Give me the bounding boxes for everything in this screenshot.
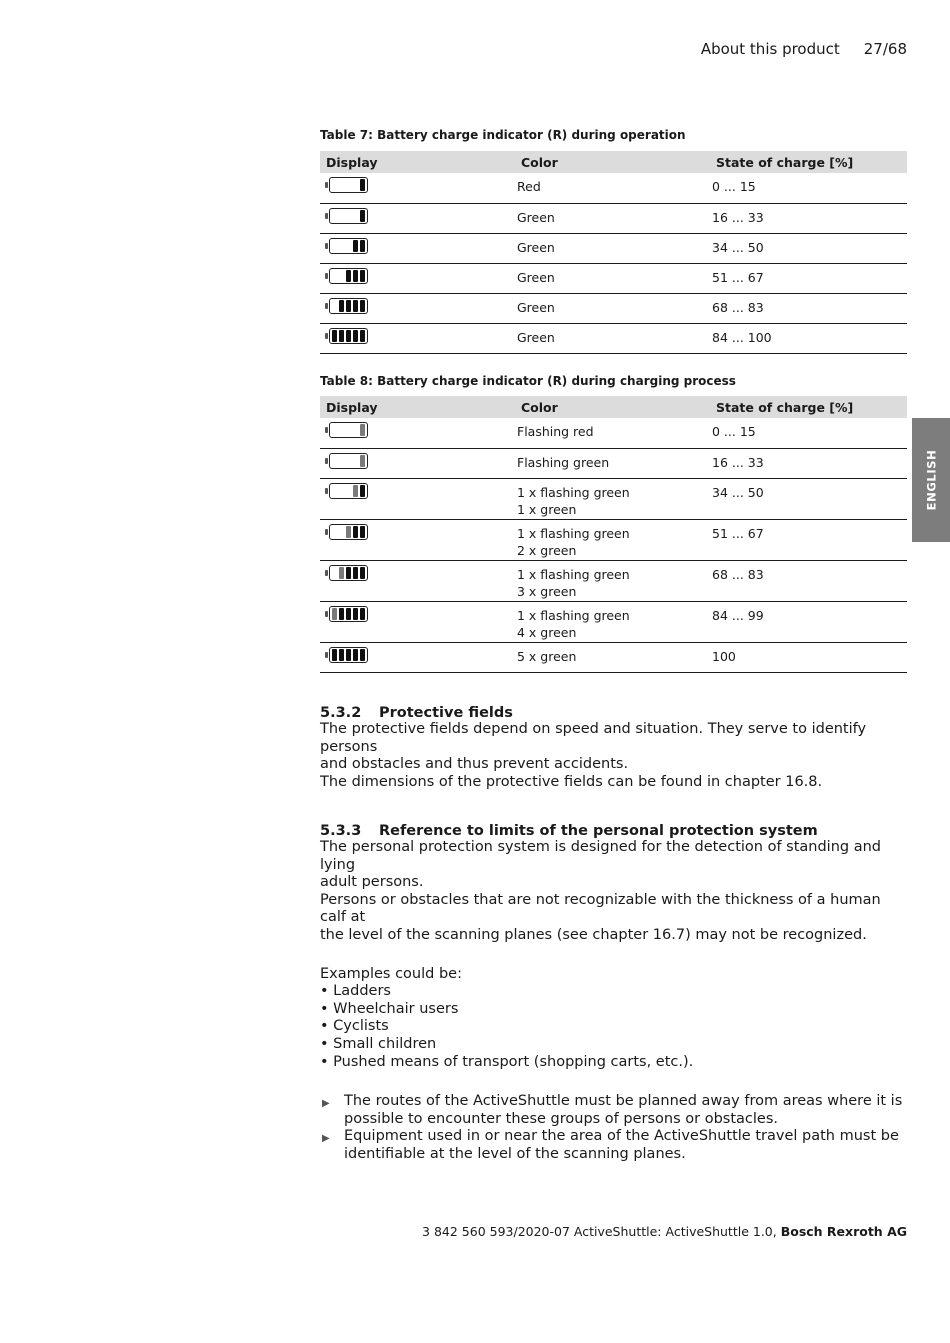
color-text: 2 x green	[517, 543, 577, 558]
language-tab	[912, 418, 950, 542]
section-heading	[320, 705, 907, 721]
battery-terminal	[325, 427, 328, 433]
language-tab-label: ENGLISH	[924, 449, 939, 511]
color-text: 4 x green	[517, 625, 577, 640]
table-row	[320, 560, 907, 601]
battery-icon	[325, 238, 516, 254]
battery-icon	[325, 268, 516, 284]
battery-icon	[325, 453, 516, 469]
battery-segment	[360, 210, 365, 222]
display-cell	[320, 448, 516, 478]
color-text: 1 x flashing green	[517, 566, 630, 582]
charge-cell: 16 ... 33	[711, 203, 907, 233]
section-number: 5.3.2	[320, 705, 362, 721]
paragraph-line: The personal protection system is designed for the detection of standing and lying	[320, 839, 881, 873]
color-text: 1 x green	[517, 502, 577, 517]
battery-segment	[353, 485, 358, 497]
battery-icon	[325, 524, 516, 540]
color-cell	[516, 448, 711, 478]
battery-icon	[325, 565, 516, 581]
paragraph-line: The protective fields depend on speed and situation. They serve to identify persons	[320, 721, 867, 755]
section-paragraph	[320, 721, 907, 791]
color-text: Green	[517, 269, 555, 285]
display-cell	[320, 418, 516, 448]
battery-body	[329, 328, 368, 344]
battery-body	[329, 453, 368, 469]
paragraph-line: adult persons.	[320, 874, 424, 891]
battery-segment	[346, 330, 351, 342]
list-item: • Pushed means of transport (shopping carts, etc.).	[320, 1053, 694, 1070]
list-item: • Small children	[320, 1035, 437, 1052]
battery-segment	[360, 179, 365, 191]
charge-cell: 51 ... 67	[711, 263, 907, 293]
table7	[320, 151, 907, 354]
table8-header-display: Display	[326, 399, 378, 415]
instruction-item	[320, 1093, 907, 1128]
charge-cell: 34 ... 50	[711, 233, 907, 263]
display-cell	[320, 519, 516, 560]
table-row	[320, 448, 907, 478]
battery-segment	[360, 455, 365, 467]
battery-terminal	[325, 213, 328, 219]
paragraph-line: The dimensions of the protective fields can be found in chapter 16.8.	[320, 773, 823, 790]
battery-body	[329, 208, 368, 224]
color-cell	[516, 642, 711, 672]
battery-icon	[325, 328, 516, 344]
battery-segment	[339, 330, 344, 342]
table8-header-color: Color	[521, 399, 558, 415]
display-cell	[320, 173, 516, 203]
table-row	[320, 642, 907, 672]
battery-body	[329, 298, 368, 314]
instruction-line: identifiable at the level of the scanning planes.	[344, 1145, 686, 1162]
color-text: Green	[517, 209, 555, 225]
display-cell	[320, 601, 516, 642]
battery-segment	[353, 270, 358, 282]
battery-segment	[339, 649, 344, 661]
section-number: 5.3.3	[320, 823, 362, 839]
color-text: Flashing green	[517, 454, 610, 470]
charge-cell: 34 ... 50	[711, 478, 907, 519]
section-heading	[320, 823, 907, 839]
color-cell	[516, 293, 711, 323]
table8-caption: Table 8: Battery charge indicator (R) during charging process	[320, 374, 736, 388]
color-text: Flashing red	[517, 424, 594, 439]
battery-icon	[325, 208, 516, 224]
charge-cell: 16 ... 33	[711, 448, 907, 478]
battery-segment	[360, 424, 365, 436]
battery-body	[329, 647, 368, 663]
battery-segment	[332, 330, 337, 342]
section-5-3-3	[320, 823, 907, 1164]
section-title: Reference to limits of the personal protection system	[379, 823, 818, 839]
battery-segment	[353, 300, 358, 312]
instruction-line: The routes of the ActiveShuttle must be planned away from areas where it is	[344, 1093, 903, 1110]
table-row	[320, 519, 907, 560]
battery-icon	[325, 606, 516, 622]
instructions-list	[320, 1093, 907, 1163]
battery-segment	[346, 567, 351, 579]
paragraph-line: and obstacles and thus prevent accidents.	[320, 756, 629, 773]
table7-header-color: Color	[521, 154, 558, 170]
battery-terminal	[325, 273, 328, 279]
battery-segment	[353, 649, 358, 661]
table8	[320, 396, 907, 673]
battery-segment	[346, 649, 351, 661]
charge-cell: 100	[711, 642, 907, 672]
table7-block	[320, 128, 907, 354]
battery-segment	[360, 485, 365, 497]
battery-segment	[360, 649, 365, 661]
table8-body	[320, 418, 907, 672]
triangle-bullet-icon: ▶	[322, 1133, 330, 1145]
battery-segment	[353, 567, 358, 579]
battery-terminal	[325, 529, 328, 535]
color-cell	[516, 601, 711, 642]
section-title: Protective fields	[379, 705, 513, 721]
battery-icon	[325, 483, 516, 499]
list-item: • Cyclists	[320, 1018, 389, 1035]
color-cell	[516, 519, 711, 560]
battery-segment	[360, 526, 365, 538]
charge-cell: 68 ... 83	[711, 560, 907, 601]
battery-terminal	[325, 458, 328, 464]
color-text: Green	[517, 299, 555, 315]
battery-segment	[339, 567, 344, 579]
table8-header-charge: State of charge [%]	[716, 399, 854, 415]
charge-cell: 84 ... 100	[711, 323, 907, 353]
battery-body	[329, 565, 368, 581]
battery-terminal	[325, 488, 328, 494]
battery-segment	[346, 608, 351, 620]
list-item: • Ladders	[320, 983, 391, 1000]
charge-cell: 0 ... 15	[711, 173, 907, 203]
display-cell	[320, 263, 516, 293]
color-cell	[516, 323, 711, 353]
battery-icon	[325, 177, 516, 193]
table-row	[320, 173, 907, 203]
color-cell	[516, 233, 711, 263]
battery-segment	[353, 330, 358, 342]
section-5-3-2	[320, 705, 907, 791]
color-cell	[516, 173, 711, 203]
display-cell	[320, 478, 516, 519]
battery-segment	[339, 300, 344, 312]
table7-header-display: Display	[326, 154, 378, 170]
color-text: Green	[517, 329, 555, 345]
footer-company: Bosch Rexroth AG	[780, 1224, 907, 1239]
battery-segment	[339, 608, 344, 620]
display-cell	[320, 203, 516, 233]
instruction-line: possible to encounter these groups of persons or obstacles.	[344, 1110, 778, 1127]
battery-terminal	[325, 570, 328, 576]
page-footer	[422, 1224, 907, 1239]
triangle-bullet-icon: ▶	[322, 1098, 330, 1110]
battery-segment	[360, 240, 365, 252]
display-cell	[320, 560, 516, 601]
display-cell	[320, 233, 516, 263]
table-row	[320, 601, 907, 642]
table7-header-row	[320, 151, 907, 173]
color-text: 1 x flashing green	[517, 607, 630, 623]
table7-header-charge: State of charge [%]	[716, 154, 854, 170]
battery-terminal	[325, 182, 328, 188]
table-row	[320, 478, 907, 519]
table-row	[320, 293, 907, 323]
battery-body	[329, 524, 368, 540]
list-item: • Wheelchair users	[320, 1000, 459, 1017]
battery-segment	[346, 300, 351, 312]
battery-segment	[360, 270, 365, 282]
battery-segment	[360, 608, 365, 620]
color-text: 5 x green	[517, 648, 577, 664]
table-row	[320, 233, 907, 263]
battery-icon	[325, 298, 516, 314]
battery-segment	[353, 240, 358, 252]
battery-body	[329, 177, 368, 193]
table-row	[320, 263, 907, 293]
battery-segment	[360, 567, 365, 579]
instruction-line: Equipment used in or near the area of the ActiveShuttle travel path must be	[344, 1128, 899, 1145]
table8-block	[320, 374, 907, 673]
battery-body	[329, 268, 368, 284]
table7-caption: Table 7: Battery charge indicator (R) during operation	[320, 128, 686, 142]
battery-body	[329, 238, 368, 254]
table-row	[320, 418, 907, 448]
color-cell	[516, 560, 711, 601]
battery-terminal	[325, 303, 328, 309]
battery-terminal	[325, 652, 328, 658]
battery-segment	[332, 608, 337, 620]
battery-segment	[353, 526, 358, 538]
battery-terminal	[325, 333, 328, 339]
color-cell	[516, 203, 711, 233]
display-cell	[320, 293, 516, 323]
battery-segment	[360, 300, 365, 312]
page-number: 27/68	[863, 40, 907, 58]
color-text: Green	[517, 239, 555, 255]
display-cell	[320, 323, 516, 353]
battery-body	[329, 422, 368, 438]
color-cell	[516, 418, 711, 448]
battery-segment	[360, 330, 365, 342]
table-row	[320, 203, 907, 233]
color-text: 1 x flashing green	[517, 484, 630, 500]
battery-segment	[346, 270, 351, 282]
charge-cell: 84 ... 99	[711, 601, 907, 642]
examples-intro: Examples could be:	[320, 965, 462, 982]
examples-list	[320, 966, 907, 1072]
footer-text: 3 842 560 593/2020-07 ActiveShuttle: ActiveShuttle 1.0,	[422, 1224, 781, 1239]
section-paragraph	[320, 839, 907, 945]
paragraph-line: Persons or obstacles that are not recognizable with the thickness of a human calf at	[320, 891, 881, 926]
charge-cell: 51 ... 67	[711, 519, 907, 560]
header-section-title: About this product	[700, 40, 840, 58]
battery-segment	[353, 608, 358, 620]
charge-cell: 68 ... 83	[711, 293, 907, 323]
battery-terminal	[325, 243, 328, 249]
color-text: Red	[517, 179, 541, 194]
table-row	[320, 323, 907, 353]
battery-body	[329, 483, 368, 499]
table7-body	[320, 173, 907, 353]
color-cell	[516, 478, 711, 519]
battery-icon	[325, 422, 516, 438]
charge-cell: 0 ... 15	[711, 418, 907, 448]
color-text: 3 x green	[517, 584, 577, 599]
color-cell	[516, 263, 711, 293]
battery-body	[329, 606, 368, 622]
paragraph-line: the level of the scanning planes (see chapter 16.7) may not be recognized.	[320, 926, 867, 943]
battery-icon	[325, 647, 516, 663]
display-cell	[320, 642, 516, 672]
table8-header-row	[320, 396, 907, 418]
battery-segment	[346, 526, 351, 538]
page-header	[701, 40, 907, 58]
battery-segment	[332, 649, 337, 661]
color-text: 1 x flashing green	[517, 525, 630, 541]
instruction-item	[320, 1128, 907, 1163]
battery-terminal	[325, 611, 328, 617]
